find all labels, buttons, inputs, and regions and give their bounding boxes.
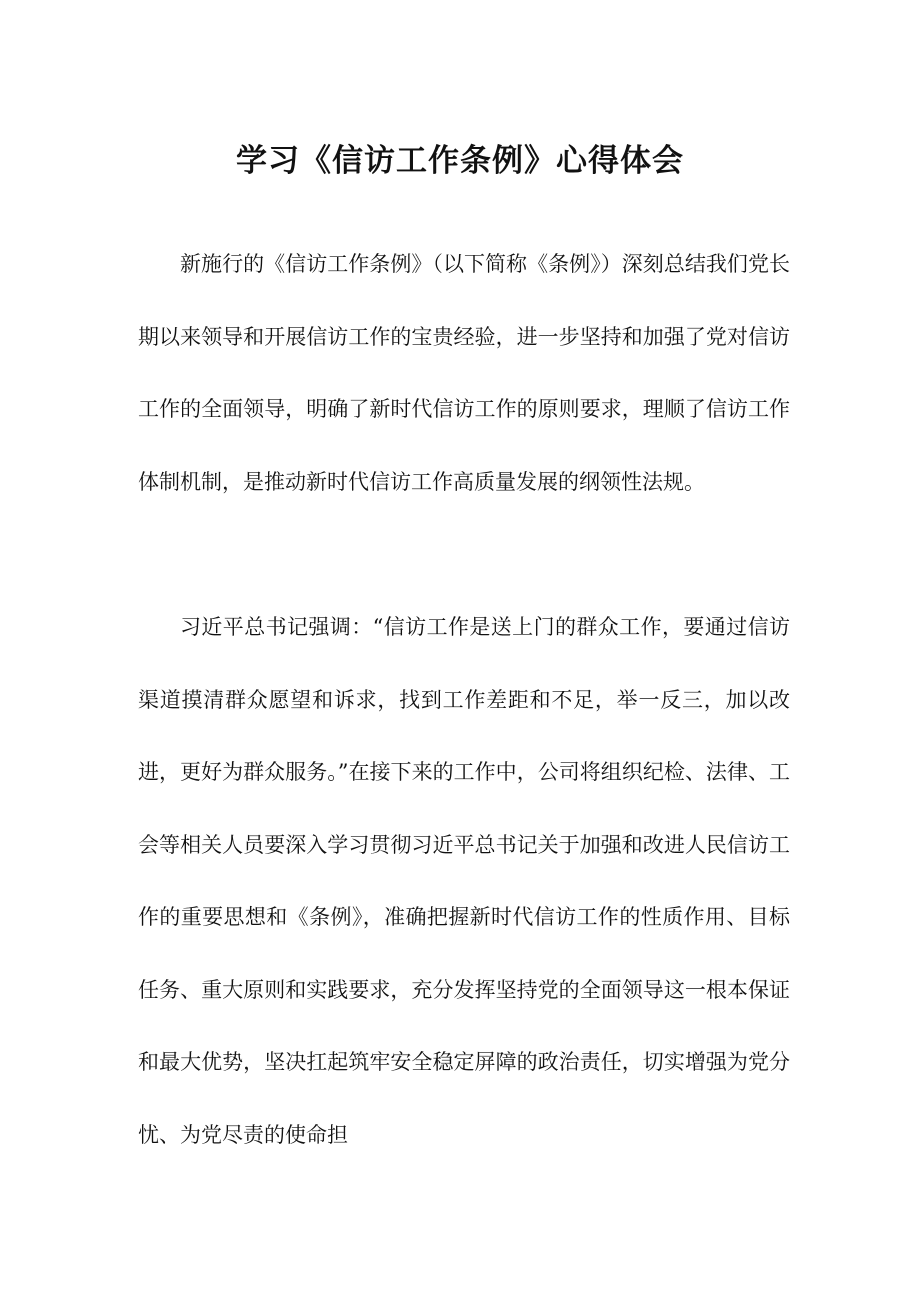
paragraph: 习近平总书记强调：“信访工作是送上门的群众工作，要通过信访渠道摸清群众愿望和诉求，找到工作差距和不足，举一反三，加以改进，更好为群众服务。”在接下来的工作中，公司将组织纪检、法律、工会等相关人员要深入学习贯彻习近平总书记关于加强和改进人民信访工作的重要思想和《条例》，准确把握新时代信访工作的性质作用、目标任务、重大原则和实践要求，充分发挥坚持党的全面领导这一根本保证和最大优势，坚决扛起筑牢安全稳定屏障的政治责任，切实增强为党分忧、为党尽责的使命担 xyxy=(138,615,790,1147)
paragraph: 新施行的《信访工作条例》（以下简称《条例》）深刻总结我们党长期以来领导和开展信访工作的宝贵经验，进一步坚持和加强了党对信访工作的全面领导，明确了新时代信访工作的原则要求，理顺了信访工作体制机制，是推动新时代信访工作高质量发展的纲领性法规。 xyxy=(138,252,790,494)
paragraph-block-2 xyxy=(138,591,790,1171)
paragraph-block-1 xyxy=(138,228,790,518)
document-title: 学习《信访工作条例》心得体会 xyxy=(236,143,684,179)
